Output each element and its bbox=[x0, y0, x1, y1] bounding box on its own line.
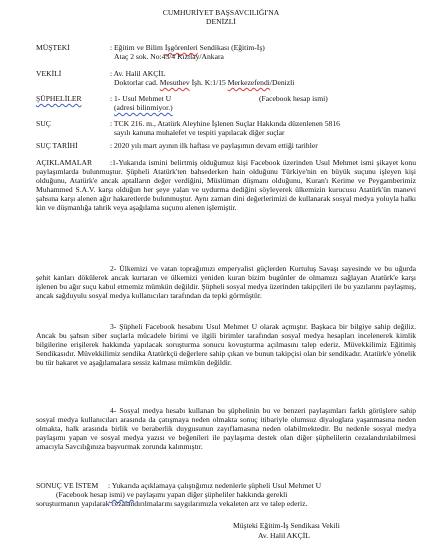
supheliler-label: ŞÜPHELİLER bbox=[36, 94, 82, 103]
supheliler-address: (adresi bilinmiyor.) bbox=[114, 103, 173, 112]
supheliler-value: : 1- Usul Mehmet U bbox=[110, 94, 172, 103]
suc-value-cont: sayılı kanuna muhalefet ve tespiti yapılacak diğer suçlar bbox=[114, 128, 285, 137]
suc-tarihi-label: SUÇ TARİHİ bbox=[36, 141, 78, 150]
addressee-city: DENİZLİ bbox=[206, 17, 236, 26]
paragraph-3: 3- Şüpheli Facebook hesabını Usul Mehmet U olarak açmıştır. Başkaca bir bilgiye sahip değiliz. Ancak bu şahsın siber suçlarla mücadele birimi ve ilgili birimler tarafından sosyal medya hesapları incelenerek kimlik bilgilerine erişilerek hakkında yapılacak soruşturma sonucu kovuşturma açılmasını talep ederiz. Müvekkilimiz Eğitimiş Sendikasıdır. Müvekkilimiz sendika Atatürkçü değerlere sahip çıkan ve bunun takipçisi olan bir sendikadır. Atatürk'e yönelik bu tür hakaret ve aşağılamalara sessiz kalması mümkün değildir. bbox=[36, 322, 416, 368]
signature-name: Av. Halil AKÇİL bbox=[258, 531, 310, 540]
sonuc-line-1: : Yukarıda açıklamaya çalıştığımız nedenlerle şüpheli Usul Mehmet U bbox=[108, 481, 322, 490]
supheliler-facebook-note: (Facebook hesap ismi) bbox=[259, 94, 328, 103]
aciklamalar-label: AÇIKLAMALAR bbox=[36, 158, 93, 167]
suc-label: SUÇ bbox=[36, 119, 51, 128]
muşteki-address: Ataç 2 sok. No:43/4 Kızılay/Ankara bbox=[114, 52, 224, 61]
sonuc-label: SONUÇ VE İSTEM bbox=[36, 481, 99, 490]
paragraph-4: 4- Sosyal medya hesabı kullanan bu şüphelinin bu ve benzeri paylaşımları farklı görüşlere sahip sosyal medya kullanıcıları arasında da çatışmaya neden olmakta sonuç itibariyle olumsuz diyaloglara yaşanmasına neden olmakta, halk arasında birlik ve beraberlik duygusunun zayıflamasına neden olabilmektedir. Bu nedenle sosyal medya paylaşımı yapan ve sosyal medya yazısı ve beğenileri ile paylaşıma destek olan diğer şüphelilerin cezalandırılabilmesi amacıyla Savcılığınıza başvurmak zorunda kalınmıştır. bbox=[36, 406, 416, 452]
vekili-address: Doktorlar cad. Mesuthev İşh. K:1/15 Merkezefendi/Denizli bbox=[114, 78, 295, 87]
signature-title: Müşteki Eğitim-İş Sendikası Vekili bbox=[233, 521, 340, 530]
paragraph-2: 2- Ülkemizi ve vatan toprağımızı emperyalist güçlerden Kurtuluş Savaşı sayesinde ve bu uğurda şehit kanları dökülerek ancak kurtaran ve ülkemizi yeniden kuran bizim bugünler de olmamızı sağlayan Atatürk'e karşı işlenen bu ağır suçu kabul etmemiz mümkün değildir. Şüpheli sosyal medya üzerinden takipçileri ile bu yazılarını paylaşmış, ancak sağduyulu sosyal medya kullanıcıları tarafından da tepki görmüştür. bbox=[36, 264, 416, 301]
addressee-title: CUMHURİYET BAŞSAVCILIĞI'NA bbox=[162, 8, 280, 17]
vekili-label: VEKİLİ bbox=[36, 69, 62, 78]
muşteki-label: MÜŞTEKİ bbox=[36, 43, 70, 52]
suc-value: : TCK 216. m., Atatürk Aleyhine İşlenen Suçlar Hakkında düzenlenen 5816 bbox=[110, 119, 340, 128]
muşteki-value: : Eğitim ve Bilim İşgörenleri Sendikası (Eğitim-İş) bbox=[110, 43, 265, 52]
suc-tarihi-value: : 2020 yılı mart ayının ilk haftası ve paylaşımın devam ettiği tarihler bbox=[110, 141, 318, 150]
paragraph-1: :1-Yukarıda ismini belirtmiş olduğumuz kişi Facebook üzerinden Usul Mehmet ismi şikayet konu paylaşımlarda bulunmuştur. Şüpheli Atatürk'ten bahsederken hain olduğunu Türkiye'nin en büyük suçunu işleyen kişi olduğunu, Atatürk'e ancak aptalların değer verdiğini, Müslüman düşmanı olduğunu, Kuran'ı Kerime ve Peygamberimiz Muhammed S.A.V. karşı olduğun her şeye yalan ve uydurma dediğini söyleyerek ülkemizin kurucusu Atatürk'ün manevi şahsına karşı alenen ağır hakaretlerde bulunmuştur. Aynı zaman dini değerlerimizi de kullanarak sosyal medya yoluyla halkı kin ve düşmanlığa tahrik veya aşağılama suçunu alenen işlemiştir. bbox=[36, 158, 416, 213]
vekili-value: : Av. Halil AKÇİL bbox=[110, 69, 166, 78]
sonuc-line-3: soruşturmanın yapılarak cezalandırılmalarını saygılarımızla vekaleten arz ve talep ederiz. bbox=[36, 499, 308, 508]
sonuc-line-2: (Facebook hesap ismi) ve paylaşımı yapan diğer şüpheliler hakkında gerekli bbox=[56, 490, 288, 499]
